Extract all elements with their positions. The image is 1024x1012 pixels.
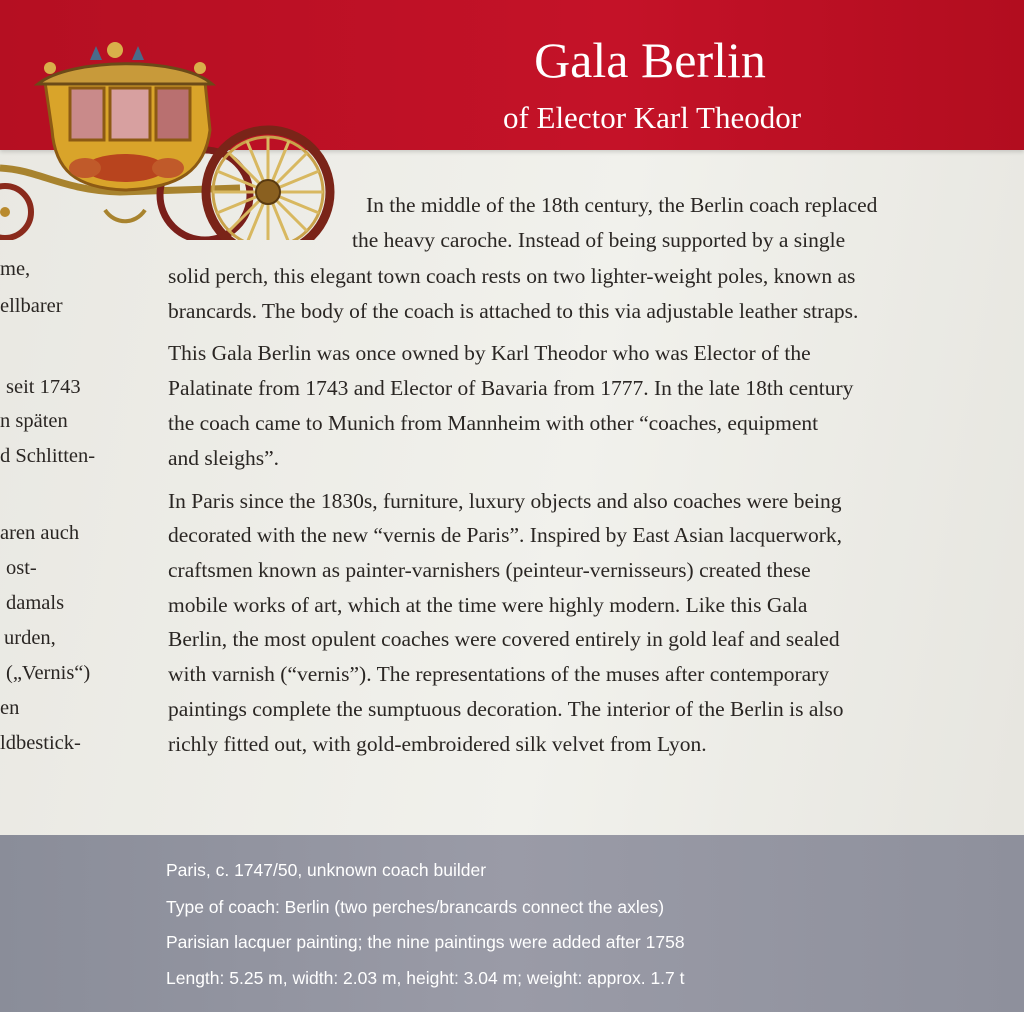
details-footer xyxy=(0,835,1024,1012)
german-line: en xyxy=(0,697,20,719)
german-line: ost- xyxy=(6,557,37,579)
footer-line: Paris, c. 1747/50, unknown coach builder xyxy=(166,860,487,880)
english-line: In the middle of the 18th century, the Berlin coach replaced xyxy=(366,193,878,217)
rear-wheel-icon xyxy=(0,186,31,238)
english-line: the heavy caroche. Instead of being supported by a single xyxy=(352,228,846,252)
english-line: paintings complete the sumptuous decoration. The interior of the Berlin is also xyxy=(168,697,844,721)
panel-subtitle: of Elector Karl Theodor xyxy=(502,100,802,135)
english-line: and sleighs”. xyxy=(168,446,280,470)
english-line: solid perch, this elegant town coach rests on two lighter-weight poles, known as xyxy=(168,264,856,288)
german-line: („Vernis“) xyxy=(6,662,91,684)
english-line: richly fitted out, with gold-embroidered silk velvet from Lyon. xyxy=(168,732,707,756)
german-line: aren auch xyxy=(0,522,80,544)
german-line: damals xyxy=(6,592,65,614)
english-line: craftsmen known as painter-varnishers (peinteur-vernisseurs) created these xyxy=(168,558,811,582)
german-line: urden, xyxy=(4,627,56,649)
english-line: with varnish (“vernis”). The representations of the muses after contemporary xyxy=(168,662,830,686)
english-line: mobile works of art, which at the time were highly modern. Like this Gala xyxy=(168,593,808,617)
german-line: me, xyxy=(0,258,31,280)
coach-illustration xyxy=(0,20,340,240)
coach-body-icon xyxy=(38,42,212,190)
english-line: the coach came to Munich from Mannheim with other “coaches, equipment xyxy=(168,411,819,435)
english-line: Berlin, the most opulent coaches were covered entirely in gold leaf and sealed xyxy=(168,627,840,651)
german-line: d Schlitten- xyxy=(0,445,96,467)
english-line: decorated with the new “vernis de Paris”. Inspired by East Asian lacquerwork, xyxy=(168,523,843,547)
german-line: ldbestick- xyxy=(0,732,81,754)
german-line: seit 1743 xyxy=(6,376,81,398)
panel-title: Gala Berlin xyxy=(534,32,766,88)
english-line: Palatinate from 1743 and Elector of Bavaria from 1777. In the late 18th century xyxy=(168,376,854,400)
english-line: This Gala Berlin was once owned by Karl Theodor who was Elector of the xyxy=(168,341,811,365)
front-wheel-icon xyxy=(206,130,330,240)
german-line: n späten xyxy=(0,410,68,432)
english-line: brancards. The body of the coach is attached to this via adjustable leather straps. xyxy=(168,299,859,323)
footer-line: Length: 5.25 m, width: 2.03 m, height: 3.04 m; weight: approx. 1.7 t xyxy=(166,968,685,988)
footer-line: Parisian lacquer painting; the nine paintings were added after 1758 xyxy=(166,932,685,952)
footer-line: Type of coach: Berlin (two perches/brancards connect the axles) xyxy=(166,897,665,917)
german-line: ellbarer xyxy=(0,295,63,317)
english-line: In Paris since the 1830s, furniture, luxury objects and also coaches were being xyxy=(168,489,842,513)
